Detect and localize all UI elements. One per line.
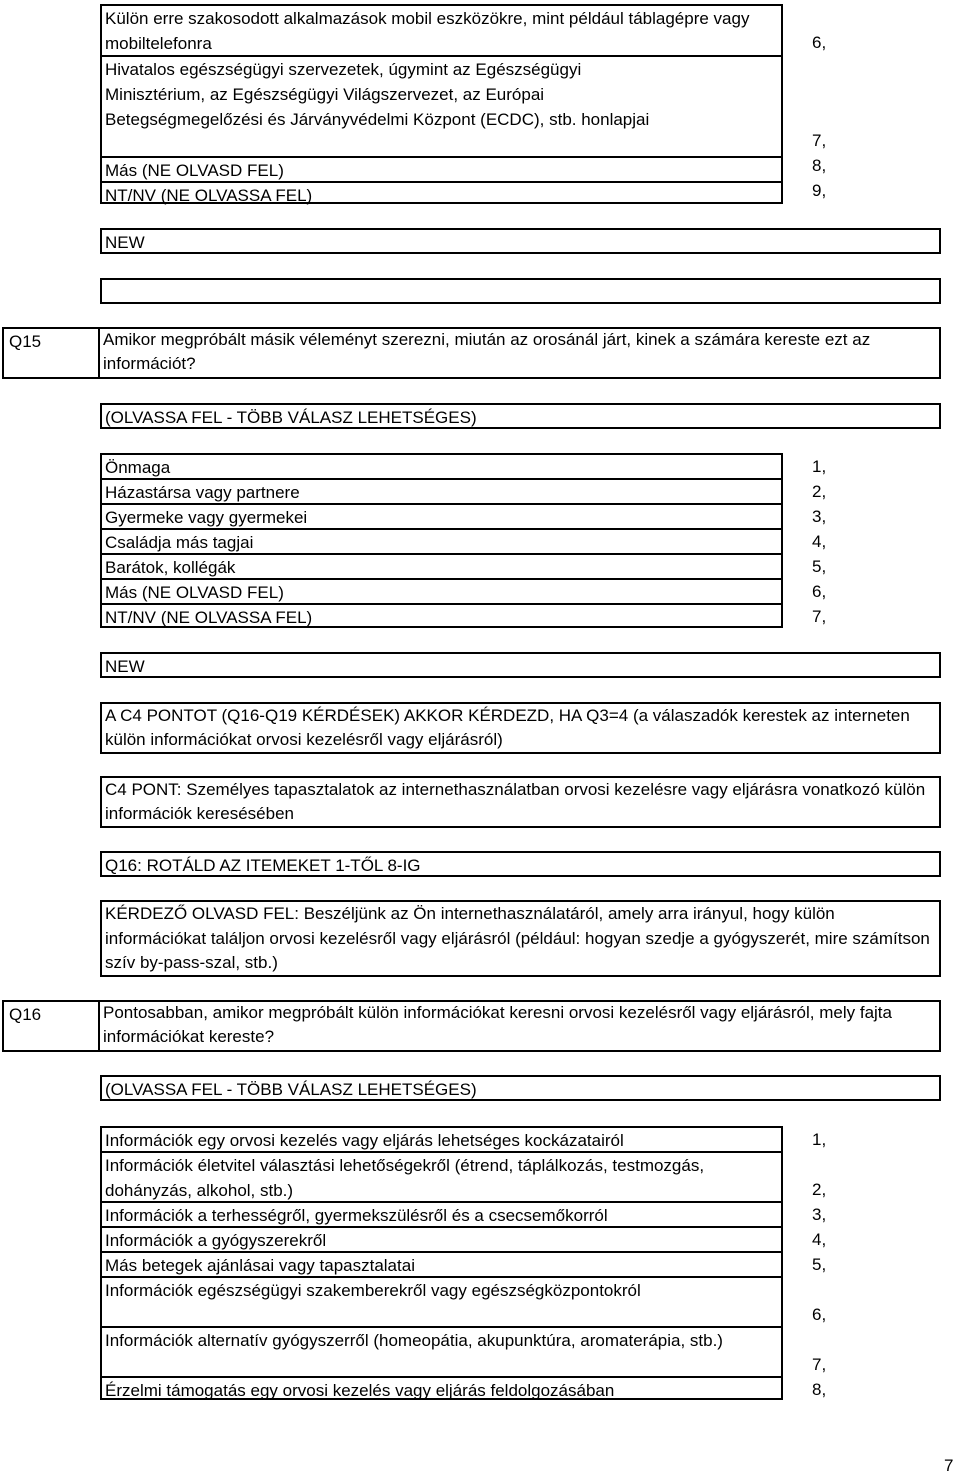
top-code-3: 8, bbox=[812, 156, 827, 175]
q16-option-4[interactable]: Információk a gyógyszerekről bbox=[102, 1228, 781, 1253]
q15-option-7[interactable]: NT/NV (NE OLVASSA FEL) bbox=[105, 608, 313, 627]
top-option-3[interactable]: Más (NE OLVASD FEL) bbox=[102, 158, 781, 183]
q16-option-7[interactable]: Információk alternatív gyógyszerről (homeopátia, akupunktúra, aromaterápia, stb.) bbox=[102, 1328, 781, 1378]
q15-code-4: 4, bbox=[812, 532, 827, 551]
q15-divider bbox=[98, 327, 100, 379]
q15-options bbox=[100, 453, 783, 628]
q16-options bbox=[100, 1126, 783, 1400]
q15-option-6[interactable]: Más (NE OLVASD FEL) bbox=[102, 580, 781, 605]
q16-code-7: 7, bbox=[812, 1355, 827, 1374]
q16-code-2: 2, bbox=[812, 1180, 827, 1199]
empty-box bbox=[100, 278, 941, 304]
top-option-2[interactable]: Hivatalos egészségügyi szervezetek, úgymint az Egészségügyi Minisztérium, az Egészségügyi Világszervezet, az Európai Betegségmegelőzési és Járványvédelmi Központ (ECDC), stb. honlapjai bbox=[105, 60, 650, 129]
top-code-2: 7, bbox=[812, 131, 827, 150]
q16-code-1: 1, bbox=[812, 1130, 827, 1149]
c4-filter-note: A C4 PONTOT (Q16-Q19 KÉRDÉSEK) AKKOR KÉRDEZD, HA Q3=4 (a válaszadók kerestek az interneten külön információkat orvosi kezelésről vagy eljárásról) bbox=[100, 702, 941, 754]
q15-question: Amikor megpróbált másik véleményt szerezni, miután az orosánál járt, kinek a számára kereste ezt az információt? bbox=[103, 330, 871, 373]
q15-code-7: 7, bbox=[812, 607, 827, 626]
q15-code-3: 3, bbox=[812, 507, 827, 526]
q16-question: Pontosabban, amikor megpróbált külön információkat keresni orvosi kezelésről vagy eljárásról, mely fajta információkat kereste? bbox=[103, 1003, 892, 1046]
q15-option-4[interactable]: Családja más tagjai bbox=[102, 530, 781, 555]
q16-instruction: (OLVASSA FEL - TÖBB VÁLASZ LEHETSÉGES) bbox=[100, 1075, 941, 1101]
q16-option-8[interactable]: Érzelmi támogatás egy orvosi kezelés vagy eljárás feldolgozásában bbox=[105, 1381, 615, 1400]
q15-option-2[interactable]: Házastársa vagy partnere bbox=[102, 480, 781, 505]
q16-code-4: 4, bbox=[812, 1230, 827, 1249]
q15-option-1[interactable]: Önmaga bbox=[102, 455, 781, 480]
q15-option-3[interactable]: Gyermeke vagy gyermekei bbox=[102, 505, 781, 530]
q15-code-6: 6, bbox=[812, 582, 827, 601]
q16-option-1[interactable]: Információk egy orvosi kezelés vagy eljárás lehetséges kockázatairól bbox=[102, 1128, 781, 1153]
top-option-4[interactable]: NT/NV (NE OLVASSA FEL) bbox=[105, 186, 313, 205]
page-number: 7 bbox=[944, 1456, 954, 1475]
q15-code-1: 1, bbox=[812, 457, 827, 476]
q16-code-8: 8, bbox=[812, 1380, 827, 1399]
q16-code-6: 6, bbox=[812, 1305, 827, 1324]
new-box-q15: NEW bbox=[100, 652, 941, 678]
q16-option-5[interactable]: Más betegek ajánlásai vagy tapasztalatai bbox=[102, 1253, 781, 1278]
q16-option-2[interactable]: Információk életvitel választási lehetőségekről (étrend, táplálkozás, testmozgás, dohányzás, alkohol, stb.) bbox=[102, 1153, 781, 1203]
c4-intro: KÉRDEZŐ OLVASD FEL: Beszéljünk az Ön internethasználatáról, amely arra irányul, hogy külön információkat találjon orvosi kezelésről vagy eljárásról (például: hogyan szedje a gyógyszerét, mire számítson szív by-pass-szal, stb.) bbox=[100, 900, 941, 977]
new-box-top: NEW bbox=[100, 228, 941, 254]
q15-code-2: 2, bbox=[812, 482, 827, 501]
c4-section-title: C4 PONT: Személyes tapasztalatok az internethasználatban orvosi kezelésre vagy eljárásra vonatkozó külön információk keresésében bbox=[100, 776, 941, 828]
q16-option-3[interactable]: Információk a terhességről, gyermekszülésről és a csecsemőkorról bbox=[102, 1203, 781, 1228]
q16-code-5: 5, bbox=[812, 1255, 827, 1274]
q15-option-5[interactable]: Barátok, kollégák bbox=[102, 555, 781, 580]
q16-divider bbox=[98, 1000, 100, 1052]
top-option-1[interactable]: Külön erre szakosodott alkalmazások mobil eszközökre, mint például táblagépre vagy mobiltelefonra bbox=[102, 6, 781, 57]
q16-code-3: 3, bbox=[812, 1205, 827, 1224]
top-option-2-line bbox=[102, 6, 781, 158]
q16-option-6[interactable]: Információk egészségügyi szakemberekről vagy egészségközpontokról bbox=[102, 1278, 781, 1328]
q15-instruction: (OLVASSA FEL - TÖBB VÁLASZ LEHETSÉGES) bbox=[100, 403, 941, 429]
q16-rotate-note: Q16: ROTÁLD AZ ITEMEKET 1-TŐL 8-IG bbox=[100, 851, 941, 877]
top-code-1: 6, bbox=[812, 33, 827, 52]
q15-id: Q15 bbox=[9, 332, 42, 351]
top-code-4: 9, bbox=[812, 181, 827, 200]
q16-id: Q16 bbox=[9, 1005, 42, 1024]
top-options bbox=[100, 4, 783, 204]
q15-code-5: 5, bbox=[812, 557, 827, 576]
